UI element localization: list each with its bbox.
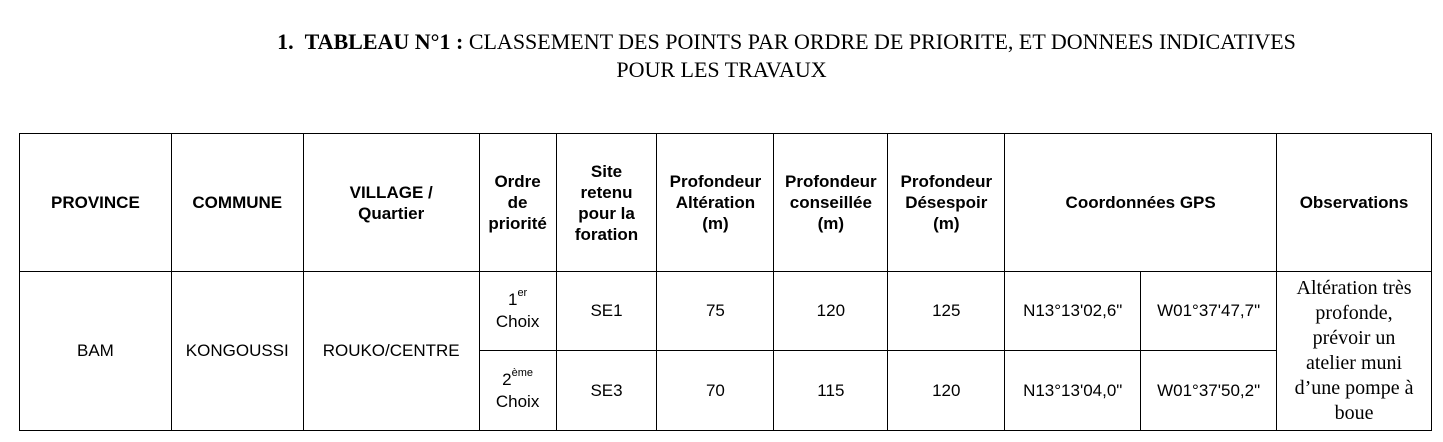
cell-prof-alteration: 70 — [657, 351, 774, 431]
cell-prof-desespoir: 125 — [888, 272, 1005, 351]
cell-ordre: 2ème Choix — [479, 351, 556, 431]
cell-province: BAM — [20, 272, 172, 431]
title-table-label: TABLEAU N°1 : — [304, 29, 464, 54]
header-prof-conseillee: Profondeur conseillée (m) — [774, 134, 888, 272]
header-site: Site retenu pour la foration — [556, 134, 657, 272]
cell-ordre: 1er Choix — [479, 272, 556, 351]
cell-prof-alteration: 75 — [657, 272, 774, 351]
cell-gps-n: N13°13'04,0" — [1005, 351, 1141, 431]
title-number: 1. — [277, 29, 294, 54]
cell-prof-conseillee: 115 — [774, 351, 888, 431]
priority-table — [19, 133, 1432, 431]
document-title — [0, 28, 1443, 84]
cell-village: ROUKO/CENTRE — [303, 272, 479, 431]
header-row — [20, 134, 1432, 272]
header-village: VILLAGE / Quartier — [303, 134, 479, 272]
header-prof-alteration: Profondeur Altération (m) — [657, 134, 774, 272]
header-observations: Observations — [1277, 134, 1432, 272]
cell-site: SE3 — [556, 351, 657, 431]
cell-prof-desespoir: 120 — [888, 351, 1005, 431]
title-line-1 — [0, 28, 1443, 56]
title-line-2: POUR LES TRAVAUX — [616, 57, 827, 82]
cell-site: SE1 — [556, 272, 657, 351]
header-prof-desespoir: Profondeur Désespoir (m) — [888, 134, 1005, 272]
cell-gps-w: W01°37'50,2" — [1141, 351, 1277, 431]
cell-observations: Altération très profonde, prévoir un atelier muni d’une pompe à boue — [1277, 272, 1432, 431]
cell-gps-n: N13°13'02,6" — [1005, 272, 1141, 351]
cell-prof-conseillee: 120 — [774, 272, 888, 351]
cell-commune: KONGOUSSI — [171, 272, 303, 431]
table-row — [20, 272, 1432, 351]
header-commune: COMMUNE — [171, 134, 303, 272]
header-ordre: Ordre de priorité — [479, 134, 556, 272]
cell-gps-w: W01°37'47,7" — [1141, 272, 1277, 351]
header-province: PROVINCE — [20, 134, 172, 272]
header-gps: Coordonnées GPS — [1005, 134, 1277, 272]
title-text: CLASSEMENT DES POINTS PAR ORDRE DE PRIORITE, ET DONNEES INDICATIVES — [463, 29, 1296, 54]
